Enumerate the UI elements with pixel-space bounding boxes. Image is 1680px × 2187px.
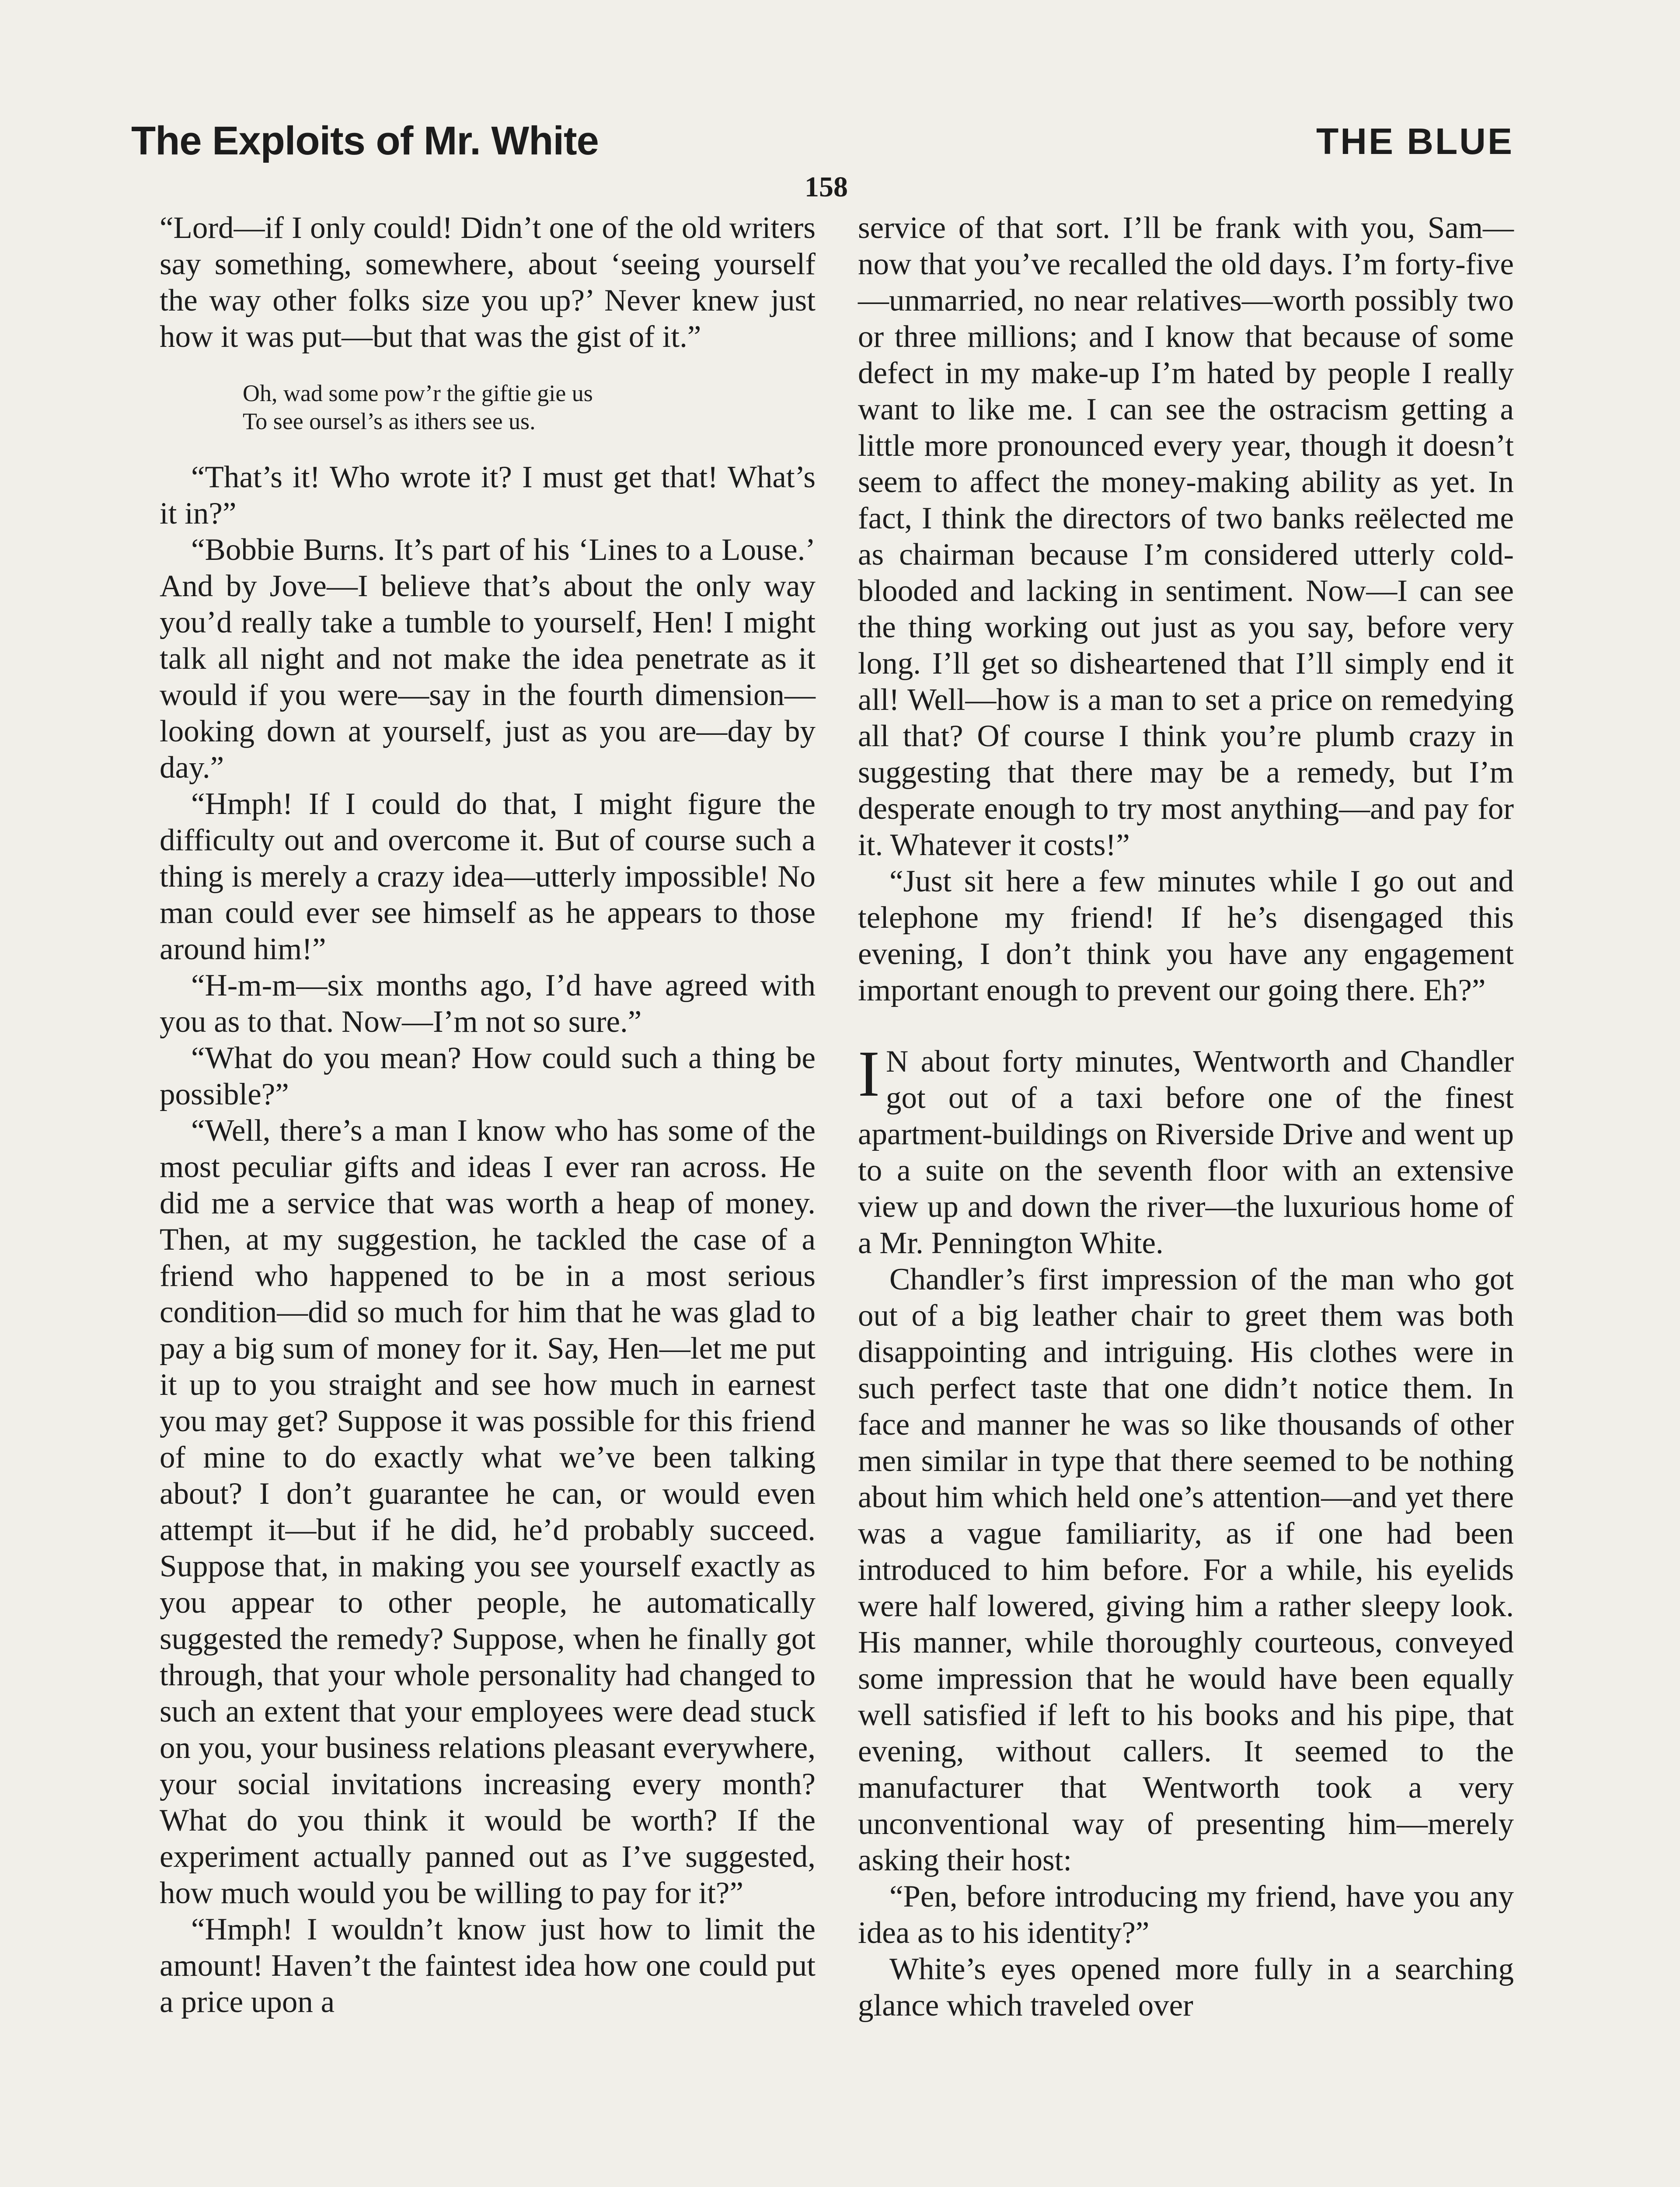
verse-line: Oh, wad some pow’r the giftie gie us [243,380,593,406]
paragraph-text: N about forty minutes, Wentworth and Chandler got out of a taxi before one of the finest apartment-buildings on Riverside Drive and went up to a suite on the seventh floor with an extensive view up and down the river—the luxurious home of a Mr. Pennington White. [858,1045,1514,1260]
paragraph: “Just sit here a few minutes while I go out and telephone my friend! If he’s disengaged this evening, I don’t think you have any engagement important enough to prevent our going there. Eh?” [858,864,1514,1007]
paragraph: Chandler’s first impression of the man who got out of a big leather chair to greet them was both disappointing and intriguing. His clothes were in such perfect taste that one didn’t notice them. In face and manner he was so like thousands of other men similar in type that there seemed to be nothing about him which held one’s attention—and yet there was a vague familiarity, as if one had been introduced to him before. For a while, his eyelids were half lowered, giving him a rather sleepy look. His manner, while thoroughly courteous, conveyed some impression that he would have been equally well satisfied if left to his books and his pipe, that evening, without callers. It seemed to the manufacturer that Wentworth took a very unconventional way of presenting him—merely asking their host: [858,1262,1514,1877]
section-opening-paragraph [858,1038,1514,1261]
paragraph: “H-m-m—six months ago, I’d have agreed with you as to that. Now—I’m not so sure.” [160,968,816,1039]
paragraph: “Lord—if I only could! Didn’t one of the old writers say something, somewhere, about ‘seeing yourself the way other folks size you up?’ Never knew just how it was put—but that was the gist of it.” [160,211,816,354]
paragraph: “Hmph! I wouldn’t know just how to limit the amount! Haven’t the faintest idea how one could put a price upon a [160,1912,816,2019]
verse-line: To see oursel’s as ithers see us. [243,408,536,434]
paragraph: service of that sort. I’ll be frank with you, Sam—now that you’ve recalled the old days. I’m forty-five—unmarried, no near relatives—worth possibly two or three millions; and I know that because of some defect in my make-up I’m hated by people I really want to like me. I can see the ostracism getting a little more pronounced every year, though it doesn’t seem to affect the money-making ability as yet. In fact, I think the directors of two banks reëlected me as chairman because I’m considered utterly cold-blooded and lacking in sentiment. Now—I can see the thing working out just as you say, before very long. I’ll get so disheartened that I’ll simply end it all! Well—how is a man to set a price on remedying all that? Of course I think you’re plumb crazy in suggesting that there may be a remedy, but I’m desperate enough to try most anything—and pay for it. Whatever it costs!” [858,211,1514,862]
paragraph: “What do you mean? How could such a thing be possible?” [160,1041,816,1111]
paragraph: White’s eyes opened more fully in a searching glance which traveled over [858,1952,1514,2023]
paragraph: “Hmph! If I could do that, I might figure the difficulty out and overcome it. But of course such a thing is merely a crazy idea—utterly impossible! No man could ever see himself as he appears to those around him!” [160,787,816,966]
right-text-column [858,210,1514,2024]
story-title-header: The Exploits of Mr. White [131,119,599,163]
section-break [858,1009,1514,1044]
paragraph: “Well, there’s a man I know who has some of the most peculiar gifts and ideas I ever ran across. He did me a service that was worth a heap of money. Then, at my suggestion, he tackled the case of a friend who happened to be in a most serious condition—did so much for him that he was glad to pay a big sum of money for it. Say, Hen—let me put it up to you straight and see how much in earnest you may get? Suppose it was possible for this friend of mine to do exactly what we’ve been talking about? I don’t guarantee he can, or would even attempt it—but if he did, he’d probably succeed. Suppose that, in making you see yourself exactly as you appear to other people, he automatically suggested the remedy? Suppose, when he finally got through, that your whole personality had changed to such an extent that your employees were dead stuck on you, your business relations pleasant everywhere, your social invitations increasing every month? What do you think it would be worth? If the experiment actually panned out as I’ve suggested, how much would you be willing to pay for it?” [160,1114,816,1910]
magazine-title-header: THE BLUE [1316,121,1514,162]
drop-cap: I [858,1038,880,1110]
page-number: 158 [805,171,848,203]
verse-quote [243,379,816,435]
paragraph: “That’s it! Who wrote it? I must get that! What’s it in?” [160,460,816,531]
paragraph: “Bobbie Burns. It’s part of his ‘Lines to a Louse.’ And by Jove—I believe that’s about the only way you’d really take a tumble to yourself, Hen! I might talk all night and not make the idea penetrate as it would if you were—say in the fourth dimension—looking down at yourself, just as you are—day by day.” [160,533,816,785]
left-text-column [160,210,816,2020]
paragraph: “Pen, before introducing my friend, have you any idea as to his identity?” [858,1880,1514,1950]
